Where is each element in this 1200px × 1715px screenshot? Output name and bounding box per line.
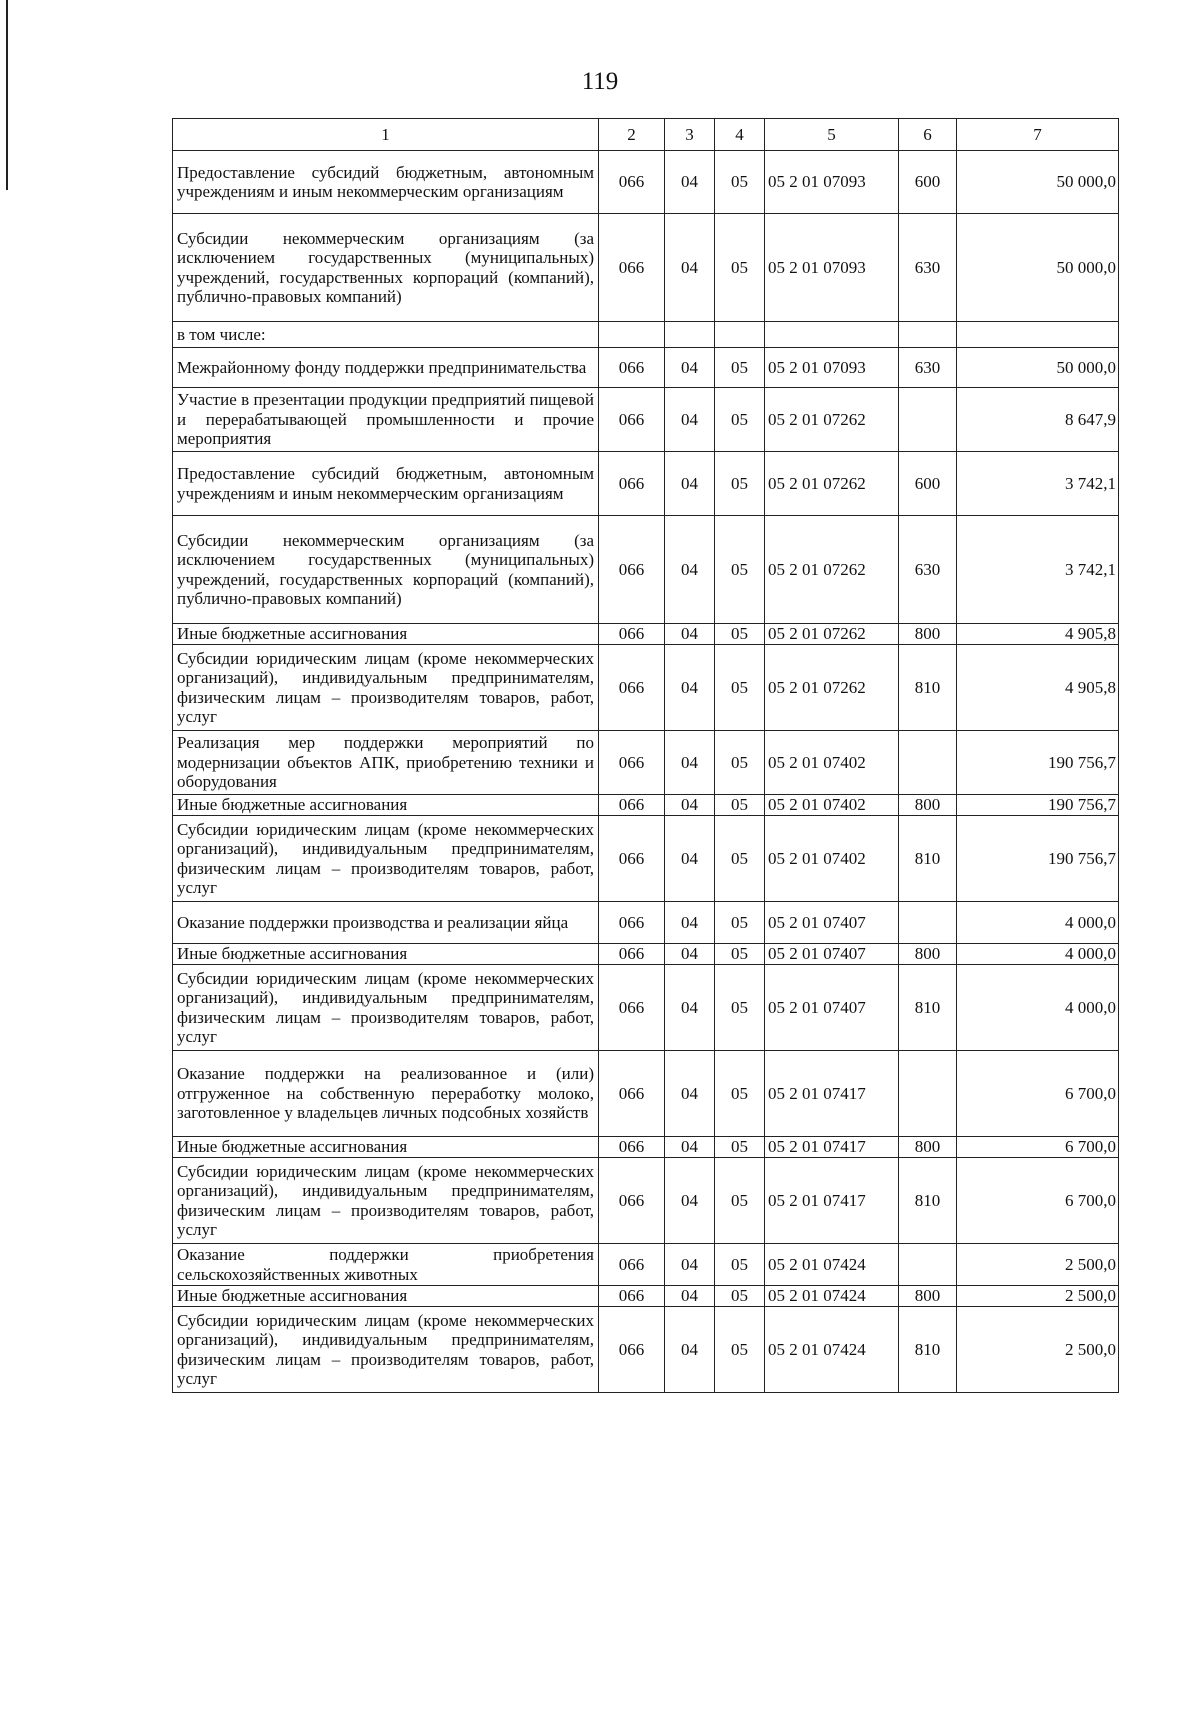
table-row bbox=[173, 1286, 1119, 1307]
row-description-cell: Субсидии юридическим лицам (кроме некоммерческих организаций), индивидуальным предпринимателям, физическим лицам – производителям товаров, работ, услуг bbox=[173, 965, 599, 1051]
ministry-code-cell: 066 bbox=[599, 731, 665, 795]
ministry-code-cell: 066 bbox=[599, 214, 665, 322]
table-row bbox=[173, 151, 1119, 214]
table-row bbox=[173, 452, 1119, 516]
target-article-code-cell: 05 2 01 07417 bbox=[765, 1158, 899, 1244]
section-code-cell: 04 bbox=[665, 151, 715, 214]
amount-cell: 4 000,0 bbox=[957, 902, 1119, 944]
row-description-cell: Субсидии юридическим лицам (кроме некоммерческих организаций), индивидуальным предпринимателям, физическим лицам – производителям товаров, работ, услуг bbox=[173, 645, 599, 731]
subsection-code-cell: 05 bbox=[715, 624, 765, 645]
section-code-cell: 04 bbox=[665, 214, 715, 322]
row-description-cell: Субсидии некоммерческим организациям (за исключением государственных (муниципальных) учреждений, государственных корпораций (компаний), публично-правовых компаний) bbox=[173, 516, 599, 624]
row-description-cell: Субсидии юридическим лицам (кроме некоммерческих организаций), индивидуальным предпринимателям, физическим лицам – производителям товаров, работ, услуг bbox=[173, 1307, 599, 1393]
amount-cell: 4 000,0 bbox=[957, 965, 1119, 1051]
subsection-code-cell: 05 bbox=[715, 348, 765, 388]
table-row bbox=[173, 388, 1119, 452]
ministry-code-cell: 066 bbox=[599, 1158, 665, 1244]
subsection-code-cell: 05 bbox=[715, 151, 765, 214]
section-code-cell: 04 bbox=[665, 816, 715, 902]
amount-cell: 3 742,1 bbox=[957, 516, 1119, 624]
section-code-cell: 04 bbox=[665, 1307, 715, 1393]
table-row bbox=[173, 1307, 1119, 1393]
expense-type-code-cell: 810 bbox=[899, 645, 957, 731]
expense-type-code-cell: 810 bbox=[899, 1158, 957, 1244]
row-description-cell: Оказание поддержки производства и реализации яйца bbox=[173, 902, 599, 944]
target-article-code-cell: 05 2 01 07093 bbox=[765, 151, 899, 214]
ministry-code-cell: 066 bbox=[599, 452, 665, 516]
expense-type-code-cell: 630 bbox=[899, 348, 957, 388]
ministry-code-cell: 066 bbox=[599, 944, 665, 965]
ministry-code-cell bbox=[599, 322, 665, 348]
section-code-cell: 04 bbox=[665, 1244, 715, 1286]
amount-cell: 2 500,0 bbox=[957, 1307, 1119, 1393]
section-code-cell: 04 bbox=[665, 731, 715, 795]
subsection-code-cell: 05 bbox=[715, 1286, 765, 1307]
amount-cell: 2 500,0 bbox=[957, 1244, 1119, 1286]
section-code-cell: 04 bbox=[665, 1286, 715, 1307]
target-article-code-cell: 05 2 01 07417 bbox=[765, 1137, 899, 1158]
budget-table bbox=[172, 118, 1119, 1393]
table-row bbox=[173, 322, 1119, 348]
header-cell-1: 1 bbox=[173, 119, 599, 151]
ministry-code-cell: 066 bbox=[599, 795, 665, 816]
ministry-code-cell: 066 bbox=[599, 645, 665, 731]
subsection-code-cell: 05 bbox=[715, 1244, 765, 1286]
table-row bbox=[173, 1137, 1119, 1158]
expense-type-code-cell: 800 bbox=[899, 1286, 957, 1307]
subsection-code-cell: 05 bbox=[715, 1137, 765, 1158]
subsection-code-cell: 05 bbox=[715, 902, 765, 944]
expense-type-code-cell: 810 bbox=[899, 1307, 957, 1393]
target-article-code-cell: 05 2 01 07262 bbox=[765, 516, 899, 624]
page-number: 119 bbox=[581, 68, 619, 95]
row-description-cell: Предоставление субсидий бюджетным, автономным учреждениям и иным некоммерческим организациям bbox=[173, 452, 599, 516]
table-row bbox=[173, 944, 1119, 965]
section-code-cell: 04 bbox=[665, 902, 715, 944]
table-row bbox=[173, 902, 1119, 944]
target-article-code-cell: 05 2 01 07262 bbox=[765, 388, 899, 452]
table-row bbox=[173, 965, 1119, 1051]
table-row bbox=[173, 816, 1119, 902]
target-article-code-cell: 05 2 01 07093 bbox=[765, 348, 899, 388]
ministry-code-cell: 066 bbox=[599, 1286, 665, 1307]
amount-cell: 6 700,0 bbox=[957, 1137, 1119, 1158]
table-row bbox=[173, 1158, 1119, 1244]
table-row bbox=[173, 795, 1119, 816]
target-article-code-cell: 05 2 01 07262 bbox=[765, 624, 899, 645]
section-code-cell: 04 bbox=[665, 795, 715, 816]
table-row bbox=[173, 1244, 1119, 1286]
subsection-code-cell: 05 bbox=[715, 1051, 765, 1137]
subsection-code-cell: 05 bbox=[715, 965, 765, 1051]
row-description-cell: Оказание поддержки приобретения сельскохозяйственных животных bbox=[173, 1244, 599, 1286]
header-cell-6: 6 bbox=[899, 119, 957, 151]
table-row bbox=[173, 624, 1119, 645]
target-article-code-cell: 05 2 01 07407 bbox=[765, 965, 899, 1051]
section-code-cell: 04 bbox=[665, 965, 715, 1051]
amount-cell: 4 000,0 bbox=[957, 944, 1119, 965]
ministry-code-cell: 066 bbox=[599, 348, 665, 388]
subsection-code-cell: 05 bbox=[715, 1307, 765, 1393]
subsection-code-cell: 05 bbox=[715, 795, 765, 816]
amount-cell: 50 000,0 bbox=[957, 151, 1119, 214]
target-article-code-cell: 05 2 01 07262 bbox=[765, 452, 899, 516]
header-cell-7: 7 bbox=[957, 119, 1119, 151]
target-article-code-cell: 05 2 01 07262 bbox=[765, 645, 899, 731]
ministry-code-cell: 066 bbox=[599, 388, 665, 452]
expense-type-code-cell: 810 bbox=[899, 816, 957, 902]
section-code-cell: 04 bbox=[665, 1158, 715, 1244]
table-row bbox=[173, 1051, 1119, 1137]
target-article-code-cell: 05 2 01 07093 bbox=[765, 214, 899, 322]
row-description-cell: Иные бюджетные ассигнования bbox=[173, 1137, 599, 1158]
section-code-cell: 04 bbox=[665, 944, 715, 965]
subsection-code-cell: 05 bbox=[715, 645, 765, 731]
amount-cell: 4 905,8 bbox=[957, 645, 1119, 731]
ministry-code-cell: 066 bbox=[599, 1051, 665, 1137]
row-description-cell: Иные бюджетные ассигнования bbox=[173, 1286, 599, 1307]
expense-type-code-cell: 600 bbox=[899, 151, 957, 214]
amount-cell: 190 756,7 bbox=[957, 816, 1119, 902]
expense-type-code-cell: 600 bbox=[899, 452, 957, 516]
row-description-cell: Реализация мер поддержки мероприятий по модернизации объектов АПК, приобретению техники и оборудования bbox=[173, 731, 599, 795]
expense-type-code-cell bbox=[899, 731, 957, 795]
amount-cell bbox=[957, 322, 1119, 348]
expense-type-code-cell: 800 bbox=[899, 944, 957, 965]
row-description-cell: Иные бюджетные ассигнования bbox=[173, 795, 599, 816]
header-cell-2: 2 bbox=[599, 119, 665, 151]
section-code-cell: 04 bbox=[665, 624, 715, 645]
ministry-code-cell: 066 bbox=[599, 151, 665, 214]
target-article-code-cell: 05 2 01 07424 bbox=[765, 1244, 899, 1286]
ministry-code-cell: 066 bbox=[599, 624, 665, 645]
expense-type-code-cell bbox=[899, 1051, 957, 1137]
subsection-code-cell: 05 bbox=[715, 944, 765, 965]
row-description-cell: Межрайонному фонду поддержки предпринимательства bbox=[173, 348, 599, 388]
amount-cell: 50 000,0 bbox=[957, 348, 1119, 388]
section-code-cell: 04 bbox=[665, 645, 715, 731]
target-article-code-cell: 05 2 01 07407 bbox=[765, 944, 899, 965]
subsection-code-cell: 05 bbox=[715, 452, 765, 516]
subsection-code-cell: 05 bbox=[715, 516, 765, 624]
row-description-cell: Субсидии юридическим лицам (кроме некоммерческих организаций), индивидуальным предпринимателям, физическим лицам – производителям товаров, работ, услуг bbox=[173, 816, 599, 902]
row-description-cell: Участие в презентации продукции предприятий пищевой и перерабатывающей промышленности и прочие мероприятия bbox=[173, 388, 599, 452]
subsection-code-cell: 05 bbox=[715, 388, 765, 452]
table-row bbox=[173, 645, 1119, 731]
expense-type-code-cell bbox=[899, 322, 957, 348]
ministry-code-cell: 066 bbox=[599, 902, 665, 944]
table-row bbox=[173, 731, 1119, 795]
subsection-code-cell: 05 bbox=[715, 1158, 765, 1244]
header-cell-3: 3 bbox=[665, 119, 715, 151]
amount-cell: 6 700,0 bbox=[957, 1051, 1119, 1137]
target-article-code-cell bbox=[765, 322, 899, 348]
expense-type-code-cell: 800 bbox=[899, 624, 957, 645]
header-cell-4: 4 bbox=[715, 119, 765, 151]
ministry-code-cell: 066 bbox=[599, 1307, 665, 1393]
amount-cell: 2 500,0 bbox=[957, 1286, 1119, 1307]
row-description-cell: Иные бюджетные ассигнования bbox=[173, 944, 599, 965]
section-code-cell: 04 bbox=[665, 348, 715, 388]
subsection-code-cell: 05 bbox=[715, 214, 765, 322]
target-article-code-cell: 05 2 01 07417 bbox=[765, 1051, 899, 1137]
expense-type-code-cell: 800 bbox=[899, 795, 957, 816]
target-article-code-cell: 05 2 01 07424 bbox=[765, 1307, 899, 1393]
table-row bbox=[173, 214, 1119, 322]
section-code-cell: 04 bbox=[665, 1137, 715, 1158]
row-description-cell: Предоставление субсидий бюджетным, автономным учреждениям и иным некоммерческим организациям bbox=[173, 151, 599, 214]
amount-cell: 8 647,9 bbox=[957, 388, 1119, 452]
expense-type-code-cell: 810 bbox=[899, 965, 957, 1051]
row-description-cell: Оказание поддержки на реализованное и (или) отгруженное на собственную переработку молоко, заготовленное у владельцев личных подсобных хозяйств bbox=[173, 1051, 599, 1137]
subsection-code-cell: 05 bbox=[715, 731, 765, 795]
amount-cell: 6 700,0 bbox=[957, 1158, 1119, 1244]
table-row bbox=[173, 348, 1119, 388]
expense-type-code-cell: 630 bbox=[899, 214, 957, 322]
target-article-code-cell: 05 2 01 07402 bbox=[765, 795, 899, 816]
expense-type-code-cell: 800 bbox=[899, 1137, 957, 1158]
table-header-row bbox=[173, 119, 1119, 151]
amount-cell: 190 756,7 bbox=[957, 731, 1119, 795]
amount-cell: 190 756,7 bbox=[957, 795, 1119, 816]
ministry-code-cell: 066 bbox=[599, 1244, 665, 1286]
ministry-code-cell: 066 bbox=[599, 516, 665, 624]
expense-type-code-cell bbox=[899, 388, 957, 452]
header-cell-5: 5 bbox=[765, 119, 899, 151]
target-article-code-cell: 05 2 01 07424 bbox=[765, 1286, 899, 1307]
subsection-code-cell: 05 bbox=[715, 816, 765, 902]
row-description-cell: Иные бюджетные ассигнования bbox=[173, 624, 599, 645]
amount-cell: 3 742,1 bbox=[957, 452, 1119, 516]
amount-cell: 50 000,0 bbox=[957, 214, 1119, 322]
section-code-cell: 04 bbox=[665, 1051, 715, 1137]
ministry-code-cell: 066 bbox=[599, 965, 665, 1051]
section-code-cell: 04 bbox=[665, 516, 715, 624]
expense-type-code-cell bbox=[899, 1244, 957, 1286]
ministry-code-cell: 066 bbox=[599, 816, 665, 902]
amount-cell: 4 905,8 bbox=[957, 624, 1119, 645]
section-code-cell: 04 bbox=[665, 388, 715, 452]
target-article-code-cell: 05 2 01 07407 bbox=[765, 902, 899, 944]
subsection-code-cell bbox=[715, 322, 765, 348]
expense-type-code-cell bbox=[899, 902, 957, 944]
table-row bbox=[173, 516, 1119, 624]
expense-type-code-cell: 630 bbox=[899, 516, 957, 624]
row-description-cell: Субсидии юридическим лицам (кроме некоммерческих организаций), индивидуальным предпринимателям, физическим лицам – производителям товаров, работ, услуг bbox=[173, 1158, 599, 1244]
row-description-cell: Субсидии некоммерческим организациям (за исключением государственных (муниципальных) учреждений, государственных корпораций (компаний), публично-правовых компаний) bbox=[173, 214, 599, 322]
target-article-code-cell: 05 2 01 07402 bbox=[765, 731, 899, 795]
row-description-cell: в том числе: bbox=[173, 322, 599, 348]
section-code-cell bbox=[665, 322, 715, 348]
ministry-code-cell: 066 bbox=[599, 1137, 665, 1158]
section-code-cell: 04 bbox=[665, 452, 715, 516]
target-article-code-cell: 05 2 01 07402 bbox=[765, 816, 899, 902]
